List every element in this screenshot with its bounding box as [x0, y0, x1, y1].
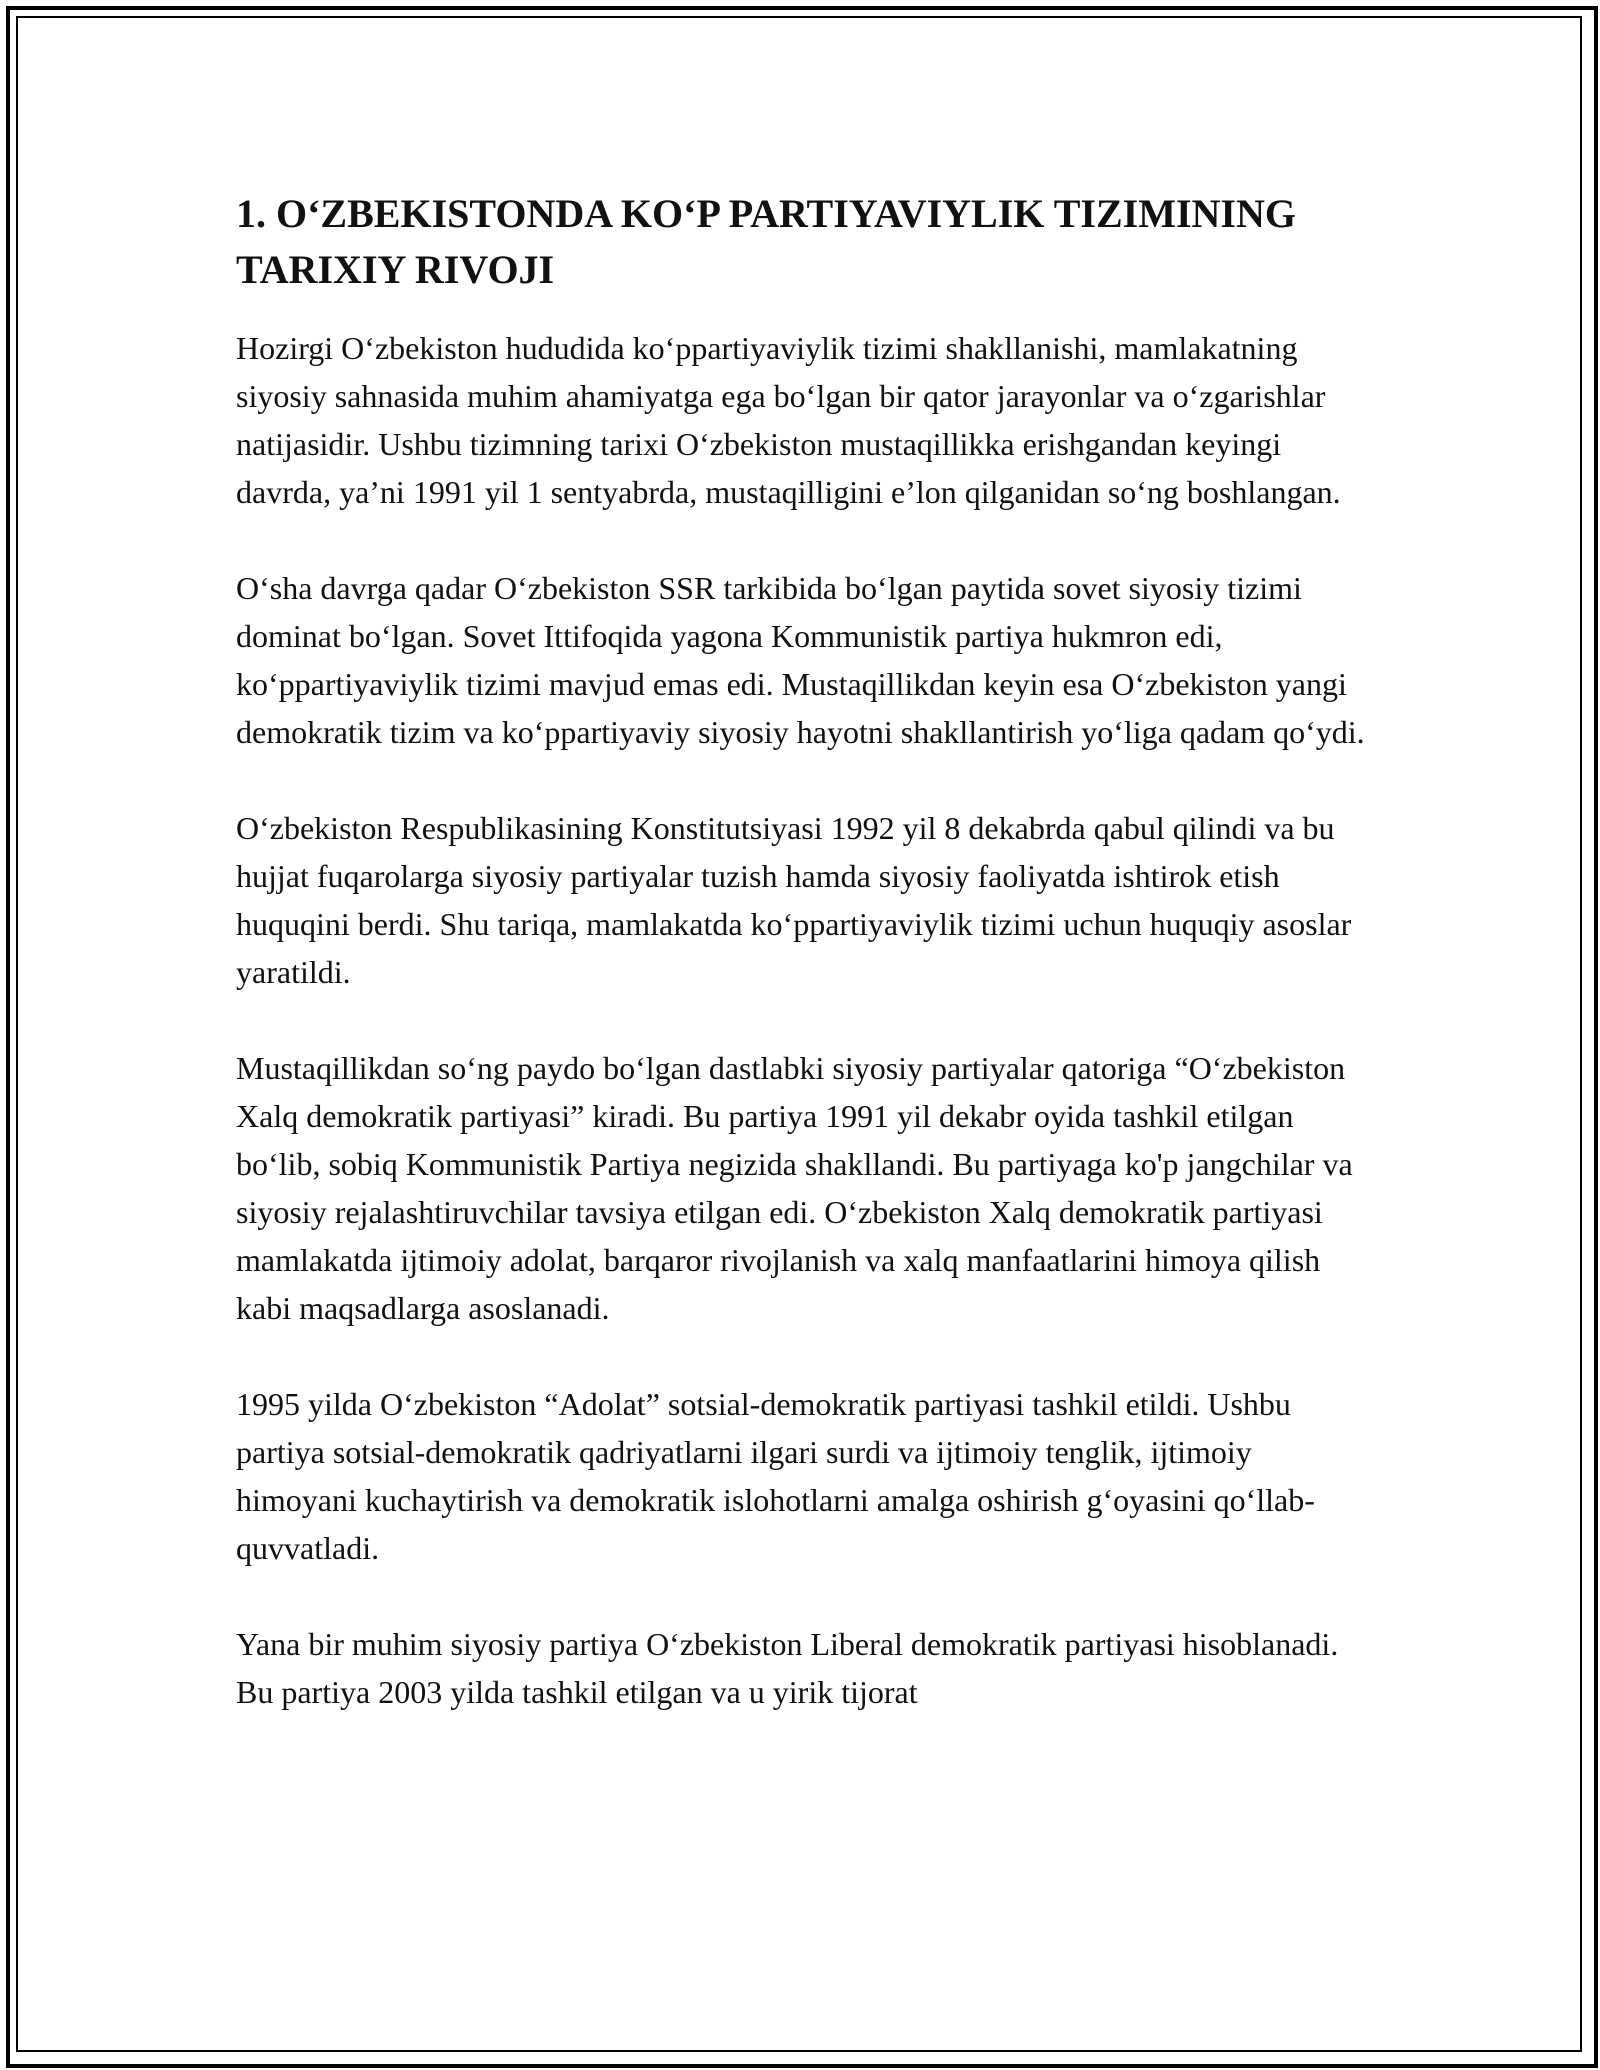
section-heading — [236, 186, 1376, 298]
paragraph-5: 1995 yilda O‘zbekiston “Adolat” sotsial-demokratik partiyasi tashkil etildi. Ushbu partiya sotsial-demokratik qadriyatlarni ilgari surdi va ijtimoiy tenglik, ijtimoiy himoyani kuchaytirish va demokratik islohotlarni amalga oshirish g‘oyasini qo‘llab-quvvatladi. — [236, 1386, 1315, 1566]
section-heading-line-1: 1. O‘ZBEKISTONDA KO‘P PARTIYAVIYLIK TIZIMINING — [236, 191, 1296, 236]
section-heading-line-2: TARIXIY RIVOJI — [236, 247, 555, 292]
paragraph-6: Yana bir muhim siyosiy partiya O‘zbekiston Liberal demokratik partiyasi hisoblanadi. Bu partiya 2003 yilda tashkil etilgan va u yirik tijorat — [236, 1626, 1339, 1710]
paragraph-1: Hozirgi O‘zbekiston hududida ko‘ppartiyaviylik tizimi shakllanishi, mamlakatning siyosiy sahnasida muhim ahamiyatga ega bo‘lgan bir qator jarayonlar va o‘zgarishlar natijasidir. Ushbu tizimning tarixi O‘zbekiston mustaqillikka erishgandan keyingi davrda, ya’ni 1991 yil 1 sentyabrda, mustaqilligini e’lon qilganidan so‘ng boshlangan. — [236, 330, 1341, 510]
paragraph-4: Mustaqillikdan so‘ng paydo bo‘lgan dastlabki siyosiy partiyalar qatoriga “O‘zbekiston Xalq demokratik partiyasi” kiradi. Bu partiya 1991 yil dekabr oyida tashkil etilgan bo‘lib, sobiq Kommunistik Partiya negizida shakllandi. Bu partiyaga ko'p jangchilar va siyosiy rejalashtiruvchilar tavsiya etilgan edi. O‘zbekiston Xalq demokratik partiyasi mamlakatda ijtimoiy adolat, barqaror rivojlanish va xalq manfaatlarini himoya qilish kabi maqsadlarga asoslanadi. — [236, 1050, 1353, 1326]
paragraph-3: O‘zbekiston Respublikasining Konstitutsiyasi 1992 yil 8 dekabrda qabul qilindi va bu hujjat fuqarolarga siyosiy partiyalar tuzish hamda siyosiy faoliyatda ishtirok etish huquqini berdi. Shu tariqa, mamlakatda ko‘ppartiyaviylik tizimi uchun huquqiy asoslar yaratildi. — [236, 810, 1352, 990]
paragraph-2: O‘sha davrga qadar O‘zbekiston SSR tarkibida bo‘lgan paytida sovet siyosiy tizimi dominat bo‘lgan. Sovet Ittifoqida yagona Kommunistik partiya hukmron edi, ko‘ppartiyaviylik tizimi mavjud emas edi. Mustaqillikdan keyin esa O‘zbekiston yangi demokratik tizim va ko‘ppartiyaviy siyosiy hayotni shakllantirish yo‘liga qadam qo‘ydi. — [236, 570, 1365, 750]
document-body — [236, 186, 1376, 1716]
